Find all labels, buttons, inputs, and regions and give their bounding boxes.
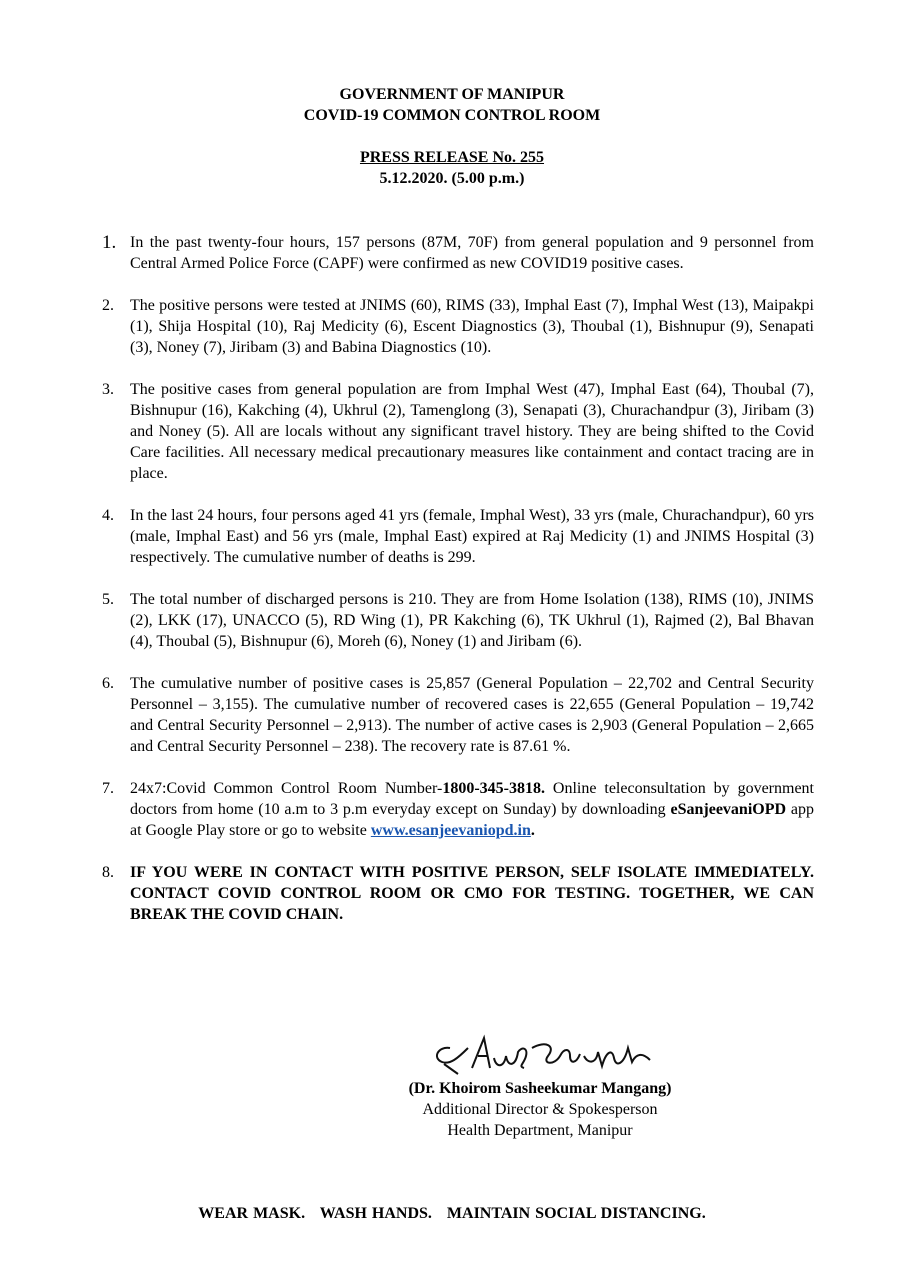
item-number: 6. [102, 675, 114, 692]
list-item [102, 232, 814, 274]
footer-slogan: WEAR MASK. WASH HANDS. MAINTAIN SOCIAL DISTANCING. [198, 1205, 706, 1222]
handwritten-signature [428, 1034, 658, 1076]
website-link[interactable]: www.esanjeevaniopd.in [370, 822, 531, 839]
list-item-helpline [102, 778, 814, 841]
item-text: The total number of discharged persons is 210. They are from Home Isolation (138), RIMS (10), JNIMS (2), LKK (17), UNACCO (5), RD Wing (1), PR Kakching (6), TK Ukhrul (1), Rajmed (2), Bal Bhavan (4), Thoubal (5), Bishnupur (6), Moreh (6), Noney (1) and Jiribam (6). [130, 591, 814, 650]
item-text: In the last 24 hours, four persons aged 41 yrs (female, Imphal West), 33 yrs (male, Churachandpur), 60 yrs (male, Imphal East) and 56 yrs (male, Imphal East) expired at Raj Medicity (1) and JNIMS Hospital (3) respectively. The cumulative number of deaths is 299. [130, 507, 814, 566]
item-number: 7. [102, 780, 114, 797]
header-spacer [0, 126, 904, 147]
item-number: 8. [102, 864, 114, 881]
list-item [102, 505, 814, 568]
item-number: 3. [102, 381, 114, 398]
government-title: GOVERNMENT OF MANIPUR [339, 86, 565, 103]
item-text: In the past twenty-four hours, 157 persons (87M, 70F) from general population and 9 personnel from Central Armed Police Force (CAPF) were confirmed as new COVID19 positive cases. [130, 234, 814, 272]
list-item-advisory [102, 862, 814, 925]
press-release-number: PRESS RELEASE No. 255 [359, 149, 545, 166]
item-number: 1. [102, 232, 117, 253]
helpline-number: 1800-345-3818. [442, 780, 545, 797]
helpline-text: 24x7:Covid Common Control Room Number- [130, 780, 443, 797]
release-date: 5.12.2020. (5.00 p.m.) [379, 170, 525, 187]
signatory-name: (Dr. Khoirom Sasheekumar Mangang) [408, 1080, 672, 1097]
list-item [102, 379, 814, 484]
store-text: app at Google Play store or go to website [130, 801, 814, 839]
teleconsultation-text: Online teleconsultation by government doctors from home (10 a.m to 3 p.m everyday except on Sunday) by downloading [130, 780, 814, 818]
signatory-block [380, 1078, 700, 1141]
item-text: The cumulative number of positive cases is 25,857 (General Population – 22,702 and Central Security Personnel – 3,155). The cumulative number of recovered cases is 22,655 (General Population – 19,742 and Central Security Personnel – 2,913). The number of active cases is 2,903 (General Population – 2,665 and Central Security Personnel – 238). The recovery rate is 87.61 %. [130, 675, 814, 755]
sentence-end: . [530, 822, 535, 839]
press-release-items [102, 232, 814, 946]
list-item [102, 295, 814, 358]
signatory-designation: Additional Director & Spokesperson [422, 1101, 658, 1118]
item-number: 4. [102, 507, 114, 524]
advisory-text: IF YOU WERE IN CONTACT WITH POSITIVE PERSON, SELF ISOLATE IMMEDIATELY. CONTACT COVID CONTROL ROOM OR CMO FOR TESTING. TOGETHER, WE CAN BREAK THE COVID CHAIN. [130, 864, 814, 923]
item-number: 2. [102, 297, 114, 314]
item-number: 5. [102, 591, 114, 608]
item-text [130, 778, 814, 841]
list-item [102, 673, 814, 757]
control-room-title: COVID-19 COMMON CONTROL ROOM [303, 107, 601, 124]
item-text: The positive persons were tested at JNIMS (60), RIMS (33), Imphal East (7), Imphal West (13), Maipakpi (1), Shija Hospital (10), Raj Medicity (6), Escent Diagnostics (3), Thoubal (1), Bishnupur (9), Senapati (3), Noney (7), Jiribam (3) and Babina Diagnostics (10). [130, 297, 814, 356]
app-name: eSanjeevaniOPD [670, 801, 787, 818]
signatory-department: Health Department, Manipur [447, 1122, 633, 1139]
item-text: The positive cases from general population are from Imphal West (47), Imphal East (64), Thoubal (7), Bishnupur (16), Kakching (4), Ukhrul (2), Tamenglong (3), Senapati (3), Churachandpur (3), Jiribam (3) and Noney (5). All are locals without any significant travel history. They are being shifted to the Covid Care facilities. All necessary medical precautionary measures like containment and contact tracing are in place. [130, 381, 814, 482]
list-item [102, 589, 814, 652]
document-header [0, 84, 904, 189]
